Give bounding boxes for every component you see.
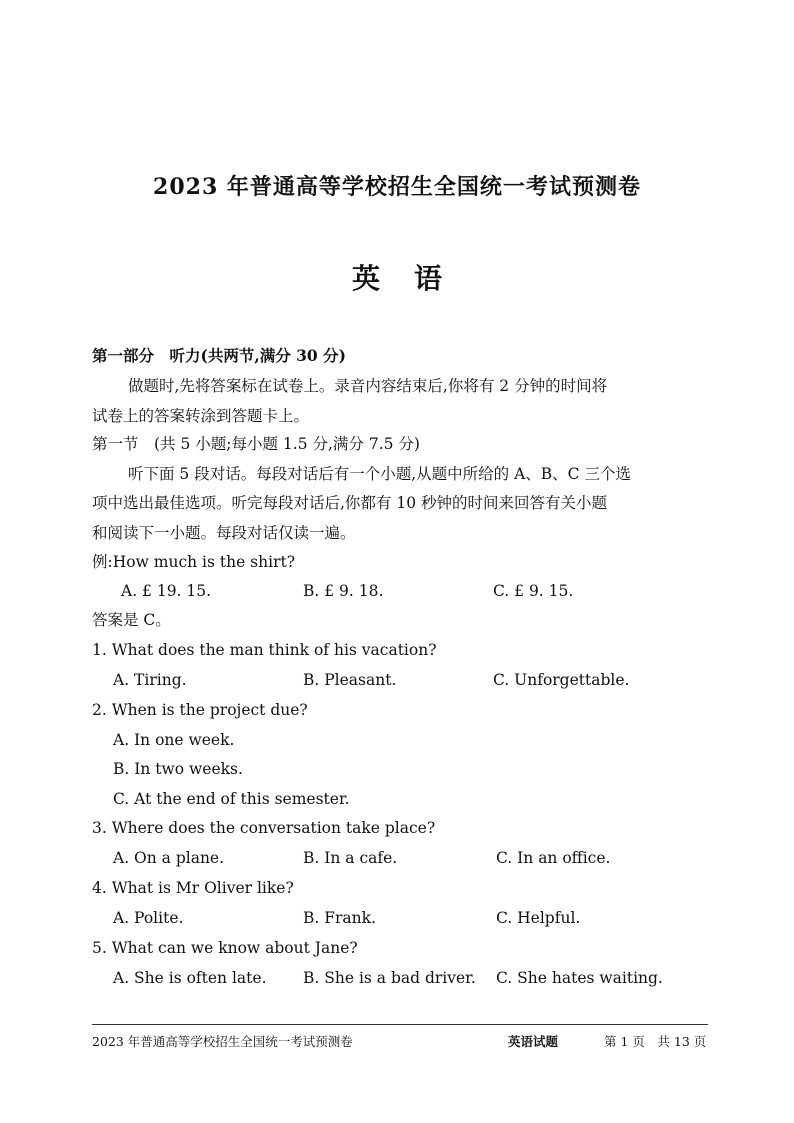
section1-intro-line-3: 和阅读下一小题。每段对话仅读一遍。 [92,524,356,542]
question-1: 1. What does the man think of his vacation? [92,641,437,659]
question-4: 4. What is Mr Oliver like? [92,879,294,897]
instruction-line-1: 做题时,先将答案标在试卷上。录音内容结束后,你将有 2 分钟的时间将 [128,377,608,395]
question-4-option-b: B. Frank. [303,909,376,927]
question-1-option-c: C. Unforgettable. [493,671,630,689]
footer-page-number: 第 1 页 共 13 页 [604,1034,707,1049]
part1-heading: 第一部分 听力(共两节,满分 30 分) [92,346,346,365]
question-3: 3. Where does the conversation take place? [92,819,436,837]
example-option-a: A. £ 19. 15. [121,582,212,600]
question-2-option-a: A. In one week. [113,731,235,749]
question-5-option-b: B. She is a bad driver. [303,969,476,987]
example-answer: 答案是 C。 [92,611,171,629]
question-5-option-a: A. She is often late. [113,969,267,987]
question-5: 5. What can we know about Jane? [92,939,358,957]
footer-divider [92,1024,708,1025]
section1-intro-line-2: 项中选出最佳选项。听完每段对话后,你都有 10 秒钟的时间来回答有关小题 [92,494,608,512]
question-4-option-c: C. Helpful. [496,909,581,927]
question-5-option-c: C. She hates waiting. [496,969,663,987]
footer-subject: 英语试题 [508,1034,559,1049]
question-4-option-a: A. Polite. [113,909,184,927]
question-2-option-b: B. In two weeks. [113,760,243,778]
question-2-option-c: C. At the end of this semester. [113,790,350,808]
section1-heading: 第一节 (共 5 小题;每小题 1.5 分,满分 7.5 分) [92,435,420,453]
instruction-line-2: 试卷上的答案转涂到答题卡上。 [92,407,310,425]
question-2: 2. When is the project due? [92,701,308,719]
exam-title: 2023 年普通高等学校招生全国统一考试预测卷 [153,174,641,200]
example-option-b: B. £ 9. 18. [303,582,384,600]
question-3-option-c: C. In an office. [496,849,611,867]
example-question: 例:How much is the shirt? [92,553,296,571]
question-1-option-a: A. Tiring. [113,671,187,689]
question-1-option-b: B. Pleasant. [303,671,397,689]
footer-exam-title: 2023 年普通高等学校招生全国统一考试预测卷 [92,1034,353,1049]
example-option-c: C. £ 9. 15. [493,582,574,600]
section1-intro-line-1: 听下面 5 段对话。每段对话后有一个小题,从题中所给的 A、B、C 三个选 [128,465,631,483]
subject-title: 英语 [351,262,476,295]
question-3-option-a: A. On a plane. [113,849,225,867]
question-3-option-b: B. In a cafe. [303,849,398,867]
